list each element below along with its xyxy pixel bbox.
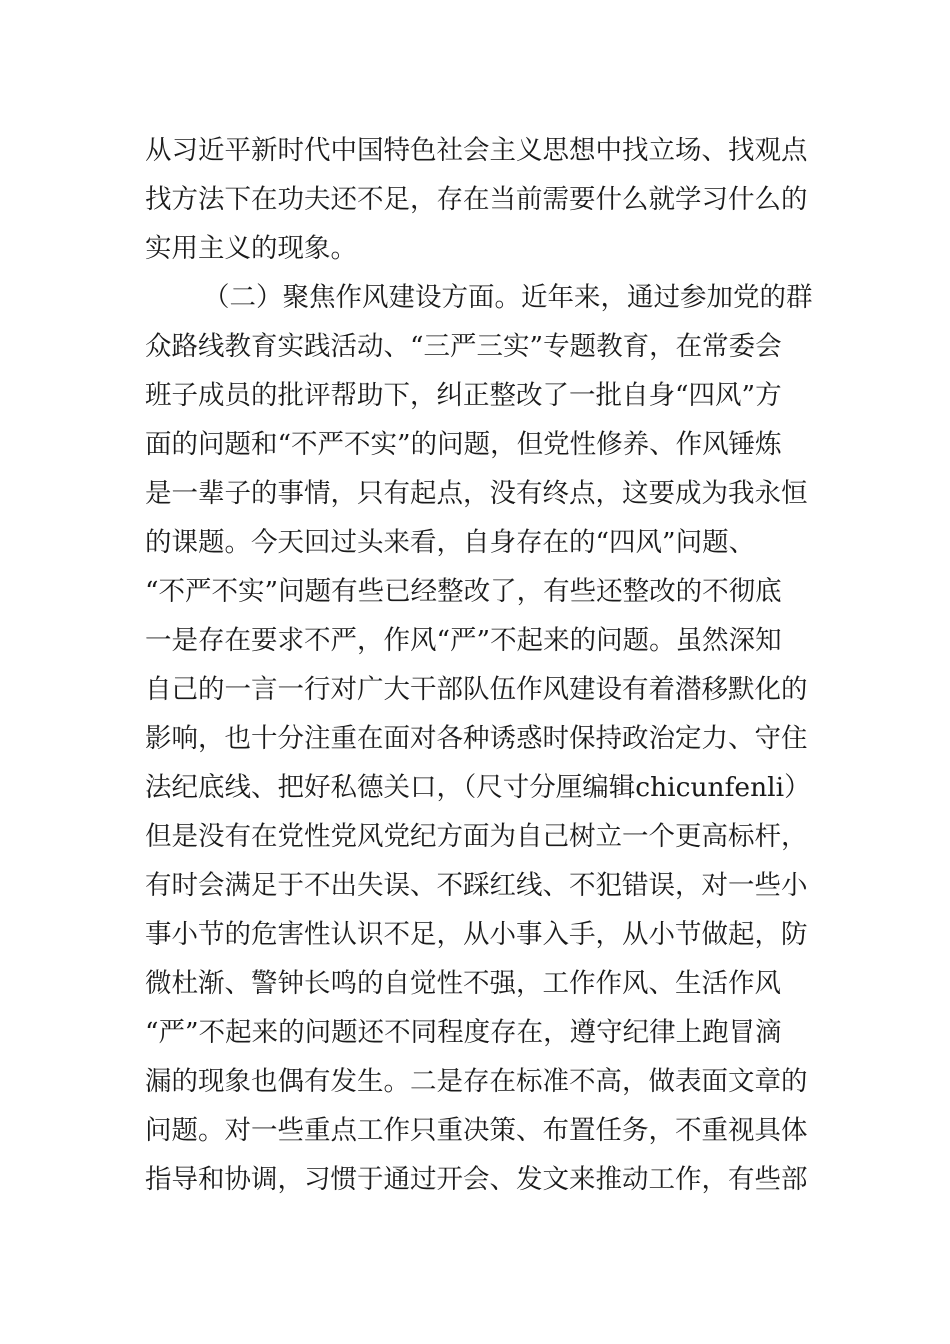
text-line: 有时会满足于不出失误、不踩红线、不犯错误，对一些小 <box>145 870 808 901</box>
text-line: 找方法下在功夫还不足，存在当前需要什么就学习什么的 <box>145 184 808 215</box>
text-line: 自己的一言一行对广大干部队伍作风建设有着潜移默化的 <box>145 674 808 705</box>
body-text <box>145 126 815 1204</box>
text-line: “严”不起来的问题还不同程度存在，遵守纪律上跑冒滴 <box>145 1017 782 1048</box>
text-line: 从习近平新时代中国特色社会主义思想中找立场、找观点 <box>145 135 808 166</box>
text-line: 一是存在要求不严，作风“严”不起来的问题。虽然深知 <box>145 625 782 656</box>
text-line: 问题。对一些重点工作只重决策、布置任务，不重视具体 <box>145 1115 808 1146</box>
text-line: 法纪底线、把好私德关口，（尺寸分厘编辑chicunfenli） <box>145 772 811 803</box>
text-line: 是一辈子的事情，只有起点，没有终点，这要成为我永恒 <box>145 478 808 509</box>
text-line: 的课题。今天回过头来看，自身存在的“四风”问题、 <box>145 527 756 558</box>
text-line: 微杜渐、警钟长鸣的自觉性不强，工作作风、生活作风 <box>145 968 781 999</box>
text-line: “不严不实”问题有些已经整改了，有些还整改的不彻底 <box>145 576 782 607</box>
text-line: 众路线教育实践活动、“三严三实”专题教育，在常委会 <box>145 331 782 362</box>
text-line: 面的问题和“不严不实”的问题，但党性修养、作风锤炼 <box>145 429 782 460</box>
text-line: 漏的现象也偶有发生。二是存在标准不高，做表面文章的 <box>145 1066 808 1097</box>
paragraph-start-line: （二）聚焦作风建设方面。近年来，通过参加党的群 <box>203 282 813 313</box>
text-line: 但是没有在党性党风党纪方面为自己树立一个更高标杆， <box>145 821 808 852</box>
text-line: 指导和协调，习惯于通过开会、发文来推动工作，有些部 <box>145 1164 808 1195</box>
text-line: 影响，也十分注重在面对各种诱惑时保持政治定力、守住 <box>145 723 808 754</box>
text-line: 班子成员的批评帮助下，纠正整改了一批自身“四风”方 <box>145 380 782 411</box>
text-line: 实用主义的现象。 <box>145 233 357 264</box>
text-line: 事小节的危害性认识不足，从小事入手，从小节做起，防 <box>145 919 808 950</box>
